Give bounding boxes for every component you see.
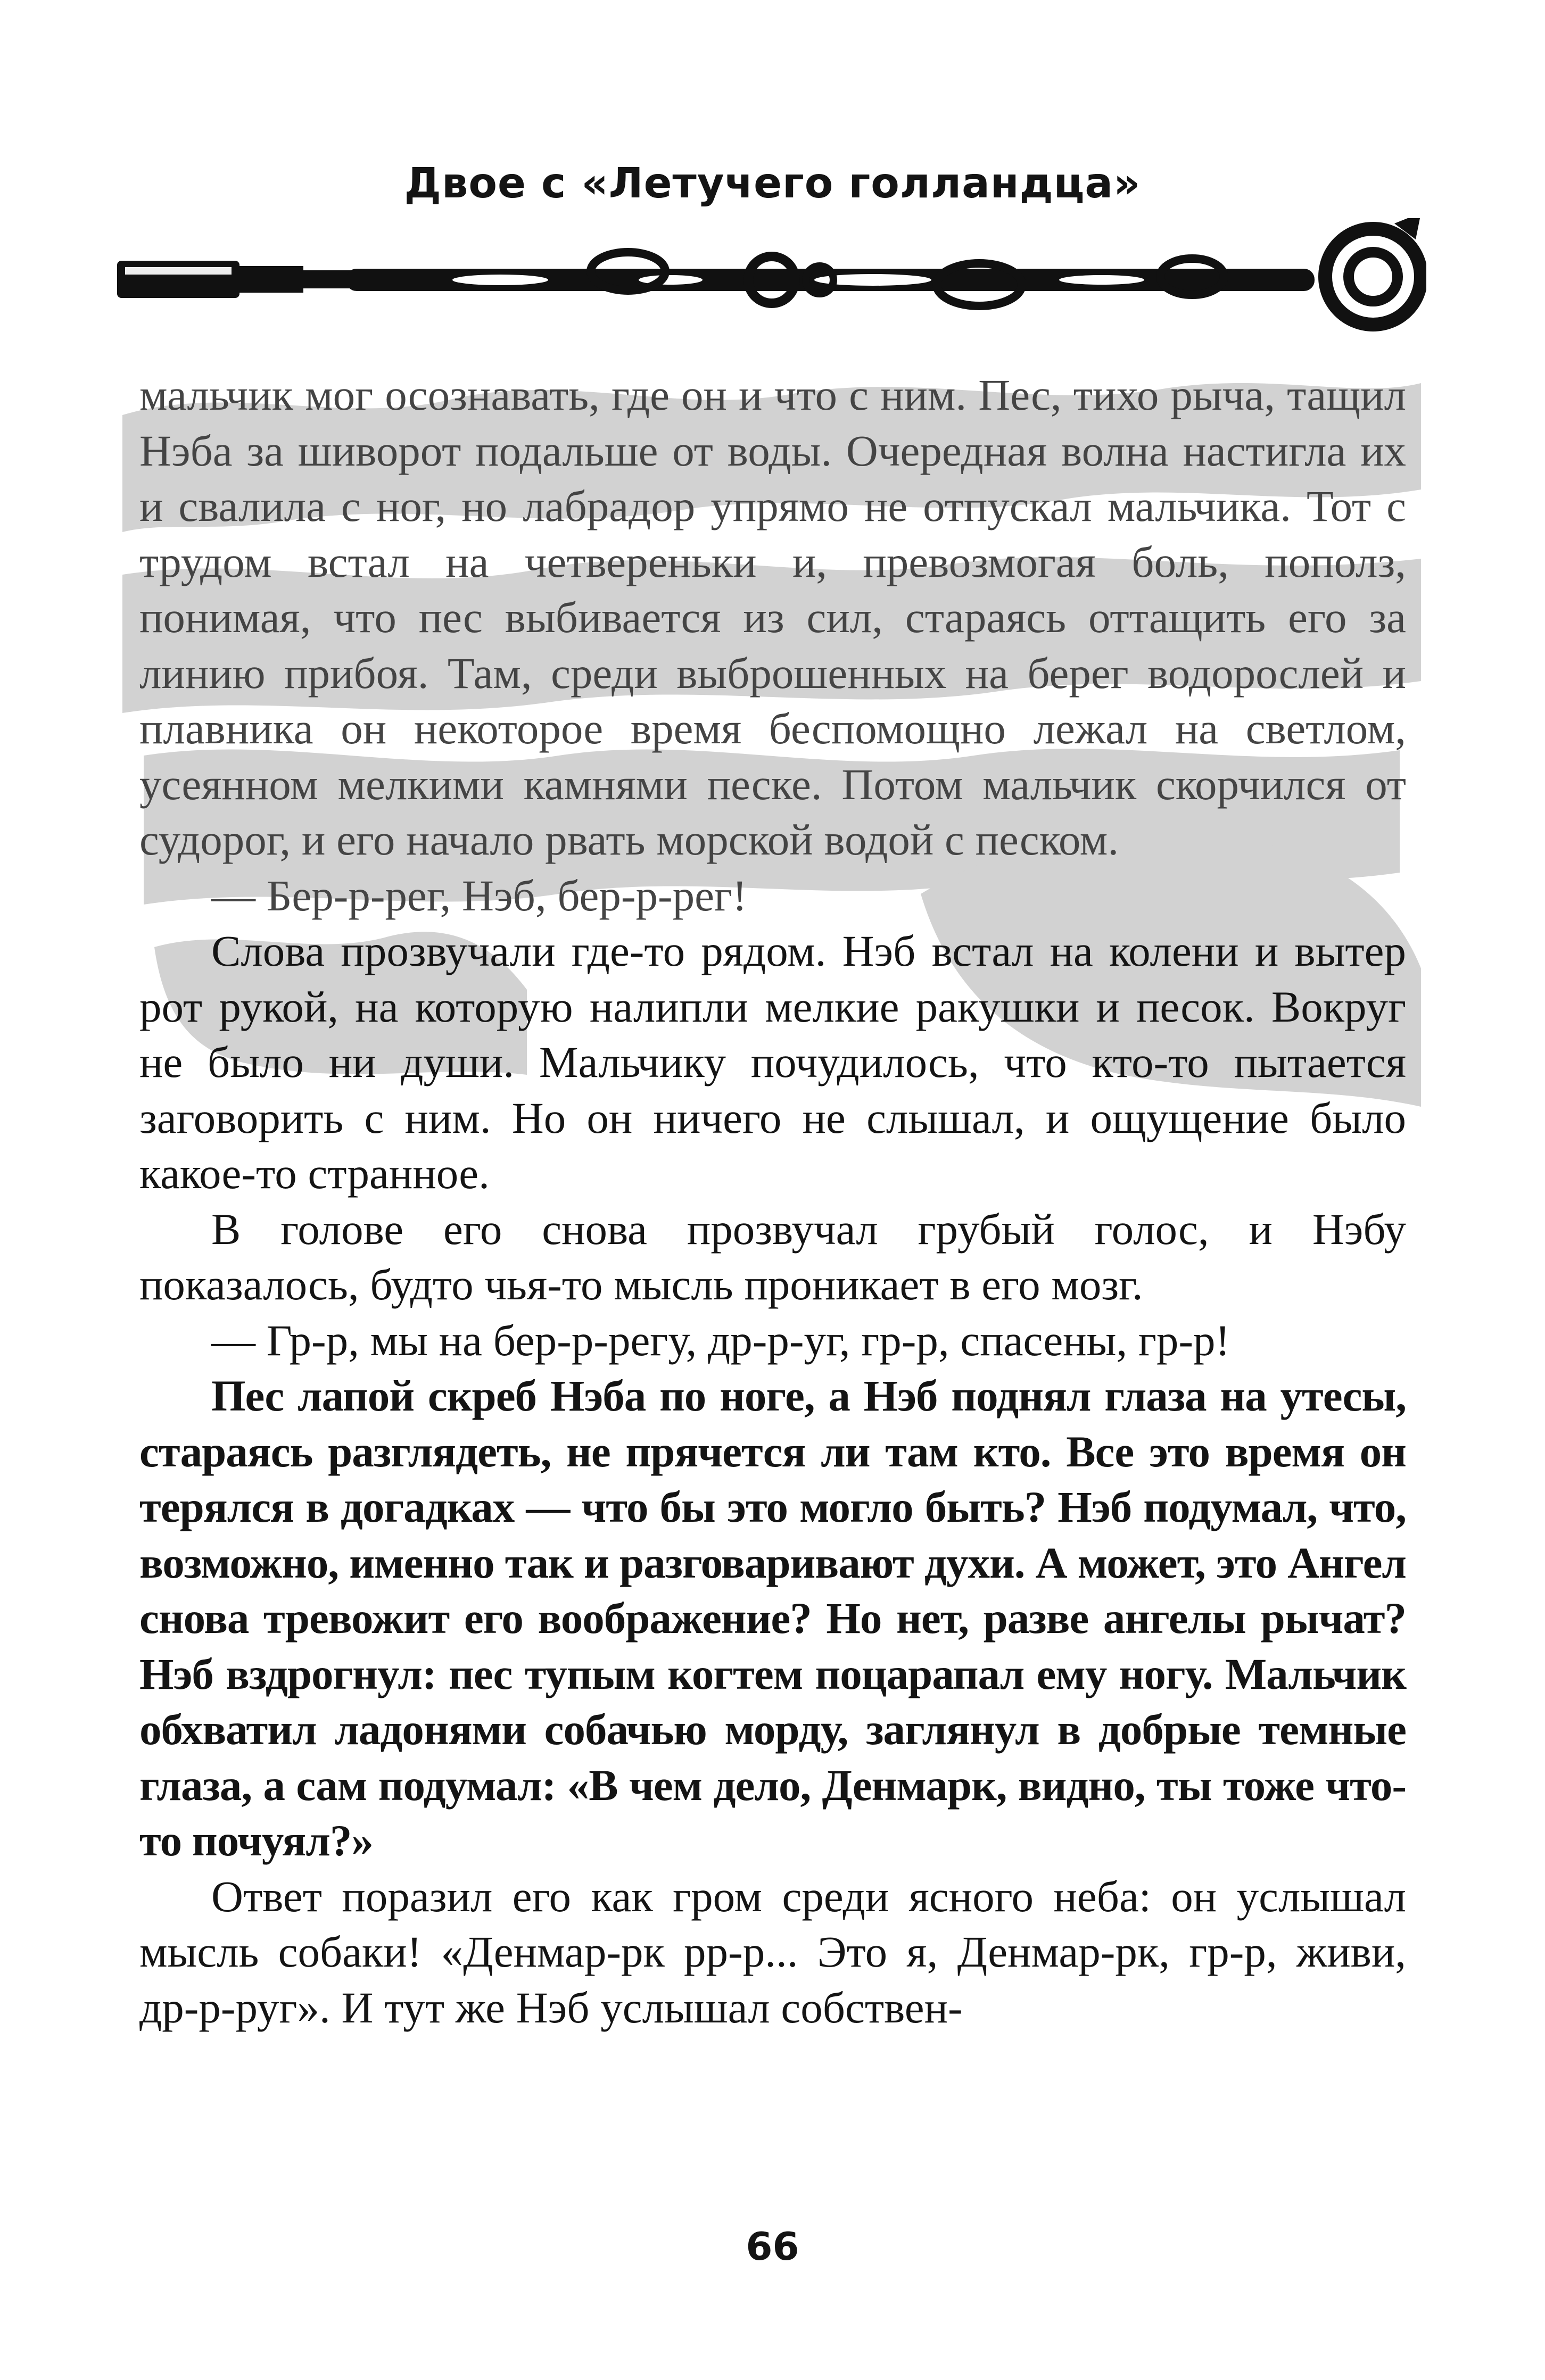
body-text (139, 367, 1406, 2035)
paragraph: — Бер-р-рег, Нэб, бер-р-рег! (211, 870, 747, 920)
page-number: 66 (746, 2224, 799, 2269)
paragraph: Ответ поразил его как гром среди ясного неба: он услышал мысль собаки! «Денмар-рк рр-р... Это я, Денмар-рк, гр-р, живи, др-р-руг». И тут же Нэб услышал собствен- (139, 1871, 1406, 2032)
paragraph: — Гр-р, мы на бер-р-регу, др-р-уг, гр-р, спасены, гр-р! (211, 1315, 1230, 1365)
rope-ornament-icon (117, 218, 1426, 338)
running-title: Двое с «Летучего голландца» (404, 160, 1141, 208)
paragraph: Слова прозвучали где-то рядом. Нэб встал на колени и вытер рот рукой, на которую налипли мелкие ракушки и песок. Вокруг не было ни души. Мальчику почудилось, что кто-то пытается заговорить с ним. Но он ничего не слышал, и ощущение было какое-то странное. (139, 926, 1406, 1198)
paragraph: Пес лапой скреб Нэба по ноге, а Нэб поднял глаза на утесы, стараясь разглядеть, не прячется ли там кто. Все это время он терялся в догадках — что бы это могло быть? Нэб подумал, что, возможно, именно так и разговаривают духи. А может, это Ангел снова тревожит его воображение? Но нет, разве ангелы рычат? Нэб вздрогнул: пес тупым когтем поцарапал ему ногу. Мальчик обхватил ладонями собачью морду, заглянул в добрые темные глаза, а сам подумал: «В чем дело, Денмарк, видно, ты тоже что-то почуял?» (139, 1371, 1406, 1865)
paragraph: мальчик мог осознавать, где он и что с ним. Пес, тихо рыча, тащил Нэба за шиворот подальше от воды. Очередная волна настигла их и свалила с ног, но лабрадор упрямо не отпускал мальчика. Тот с трудом встал на четвереньки и, превозмогая боль, пополз, понимая, что пес выбивается из сил, стараясь оттащить его за линию прибоя. Там, среди выброшенных на берег водорослей и плавника он некоторое время беспомощно лежал на светлом, усеянном мелкими камнями песке. Потом мальчик скорчился от судорог, и его начало рвать морской водой с песком. (139, 370, 1406, 864)
paragraph: В голове его снова прозвучал грубый голос, и Нэбу показалось, будто чья-то мысль проникает в его мозг. (139, 1204, 1406, 1309)
